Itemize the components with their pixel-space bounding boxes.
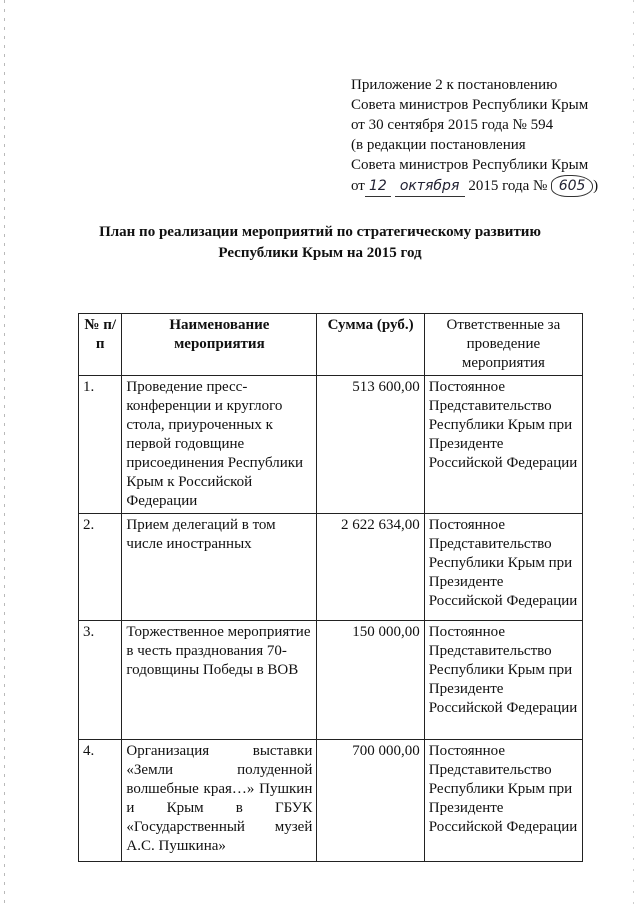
handwritten-number: 605: [551, 175, 593, 197]
appendix-header: [351, 75, 598, 197]
row-num: 2.: [79, 514, 122, 621]
row-sum: 700 000,00: [317, 740, 424, 862]
table-row: [79, 621, 583, 740]
row-num: 1.: [79, 376, 122, 514]
appendix-line-6-prefix: от: [351, 178, 365, 194]
row-responsible: Постоянное Представительство Республики Крым при Президенте Российской Федерации: [424, 740, 582, 862]
appendix-line-6-mid: 2015 года №: [468, 178, 548, 194]
row-responsible: Постоянное Представительство Республики Крым при Президенте Российской Федерации: [424, 376, 582, 514]
appendix-line-6: [351, 175, 598, 197]
appendix-line-2: Совета министров Республики Крым: [351, 97, 589, 113]
header-name: Наименование мероприятия: [122, 314, 317, 376]
title-line-1: План по реализации мероприятий по стратегическому развитию: [99, 224, 541, 240]
table-row: [79, 740, 583, 862]
row-name: Проведение пресс-конференции и круглого стола, приуроченных к первой годовщине присоединения Республики Крым к Российской Федерации: [122, 376, 317, 514]
document-title: [0, 222, 640, 264]
row-responsible: Постоянное Представительство Республики Крым при Президенте Российской Федерации: [424, 621, 582, 740]
header-responsible: Ответственные за проведение мероприятия: [424, 314, 582, 376]
row-sum: 513 600,00: [317, 376, 424, 514]
header-sum: Сумма (руб.): [317, 314, 424, 376]
row-sum: 2 622 634,00: [317, 514, 424, 621]
title-line-2: Республики Крым на 2015 год: [218, 245, 422, 261]
appendix-line-5: Совета министров Республики Крым: [351, 157, 589, 173]
appendix-line-1: Приложение 2 к постановлению: [351, 77, 558, 93]
row-responsible: Постоянное Представительство Республики Крым при Президенте Российской Федерации: [424, 514, 582, 621]
scan-edge-right: [633, 0, 634, 905]
appendix-line-3: от 30 сентября 2015 года № 594: [351, 117, 554, 133]
header-num: № п/п: [79, 314, 122, 376]
table-header-row: [79, 314, 583, 376]
handwritten-month: октября: [395, 176, 465, 197]
row-name: Прием делегаций в том числе иностранных: [122, 514, 317, 621]
table-row: [79, 376, 583, 514]
events-table: [78, 313, 583, 862]
appendix-line-6-suffix: ): [593, 178, 599, 194]
row-num: 3.: [79, 621, 122, 740]
scan-edge-left: [4, 0, 5, 905]
handwritten-day: 12: [365, 176, 391, 197]
row-name: Торжественное мероприятие в честь празднования 70-годовщины Победы в ВОВ: [122, 621, 317, 740]
row-num: 4.: [79, 740, 122, 862]
row-name: Организация выставки «Земли полуденной волшебные края…» Пушкин и Крым в ГБУК «Государственный музей А.С. Пушкина»: [122, 740, 317, 862]
table-row: [79, 514, 583, 621]
row-sum: 150 000,00: [317, 621, 424, 740]
appendix-line-4: (в редакции постановления: [351, 137, 526, 153]
